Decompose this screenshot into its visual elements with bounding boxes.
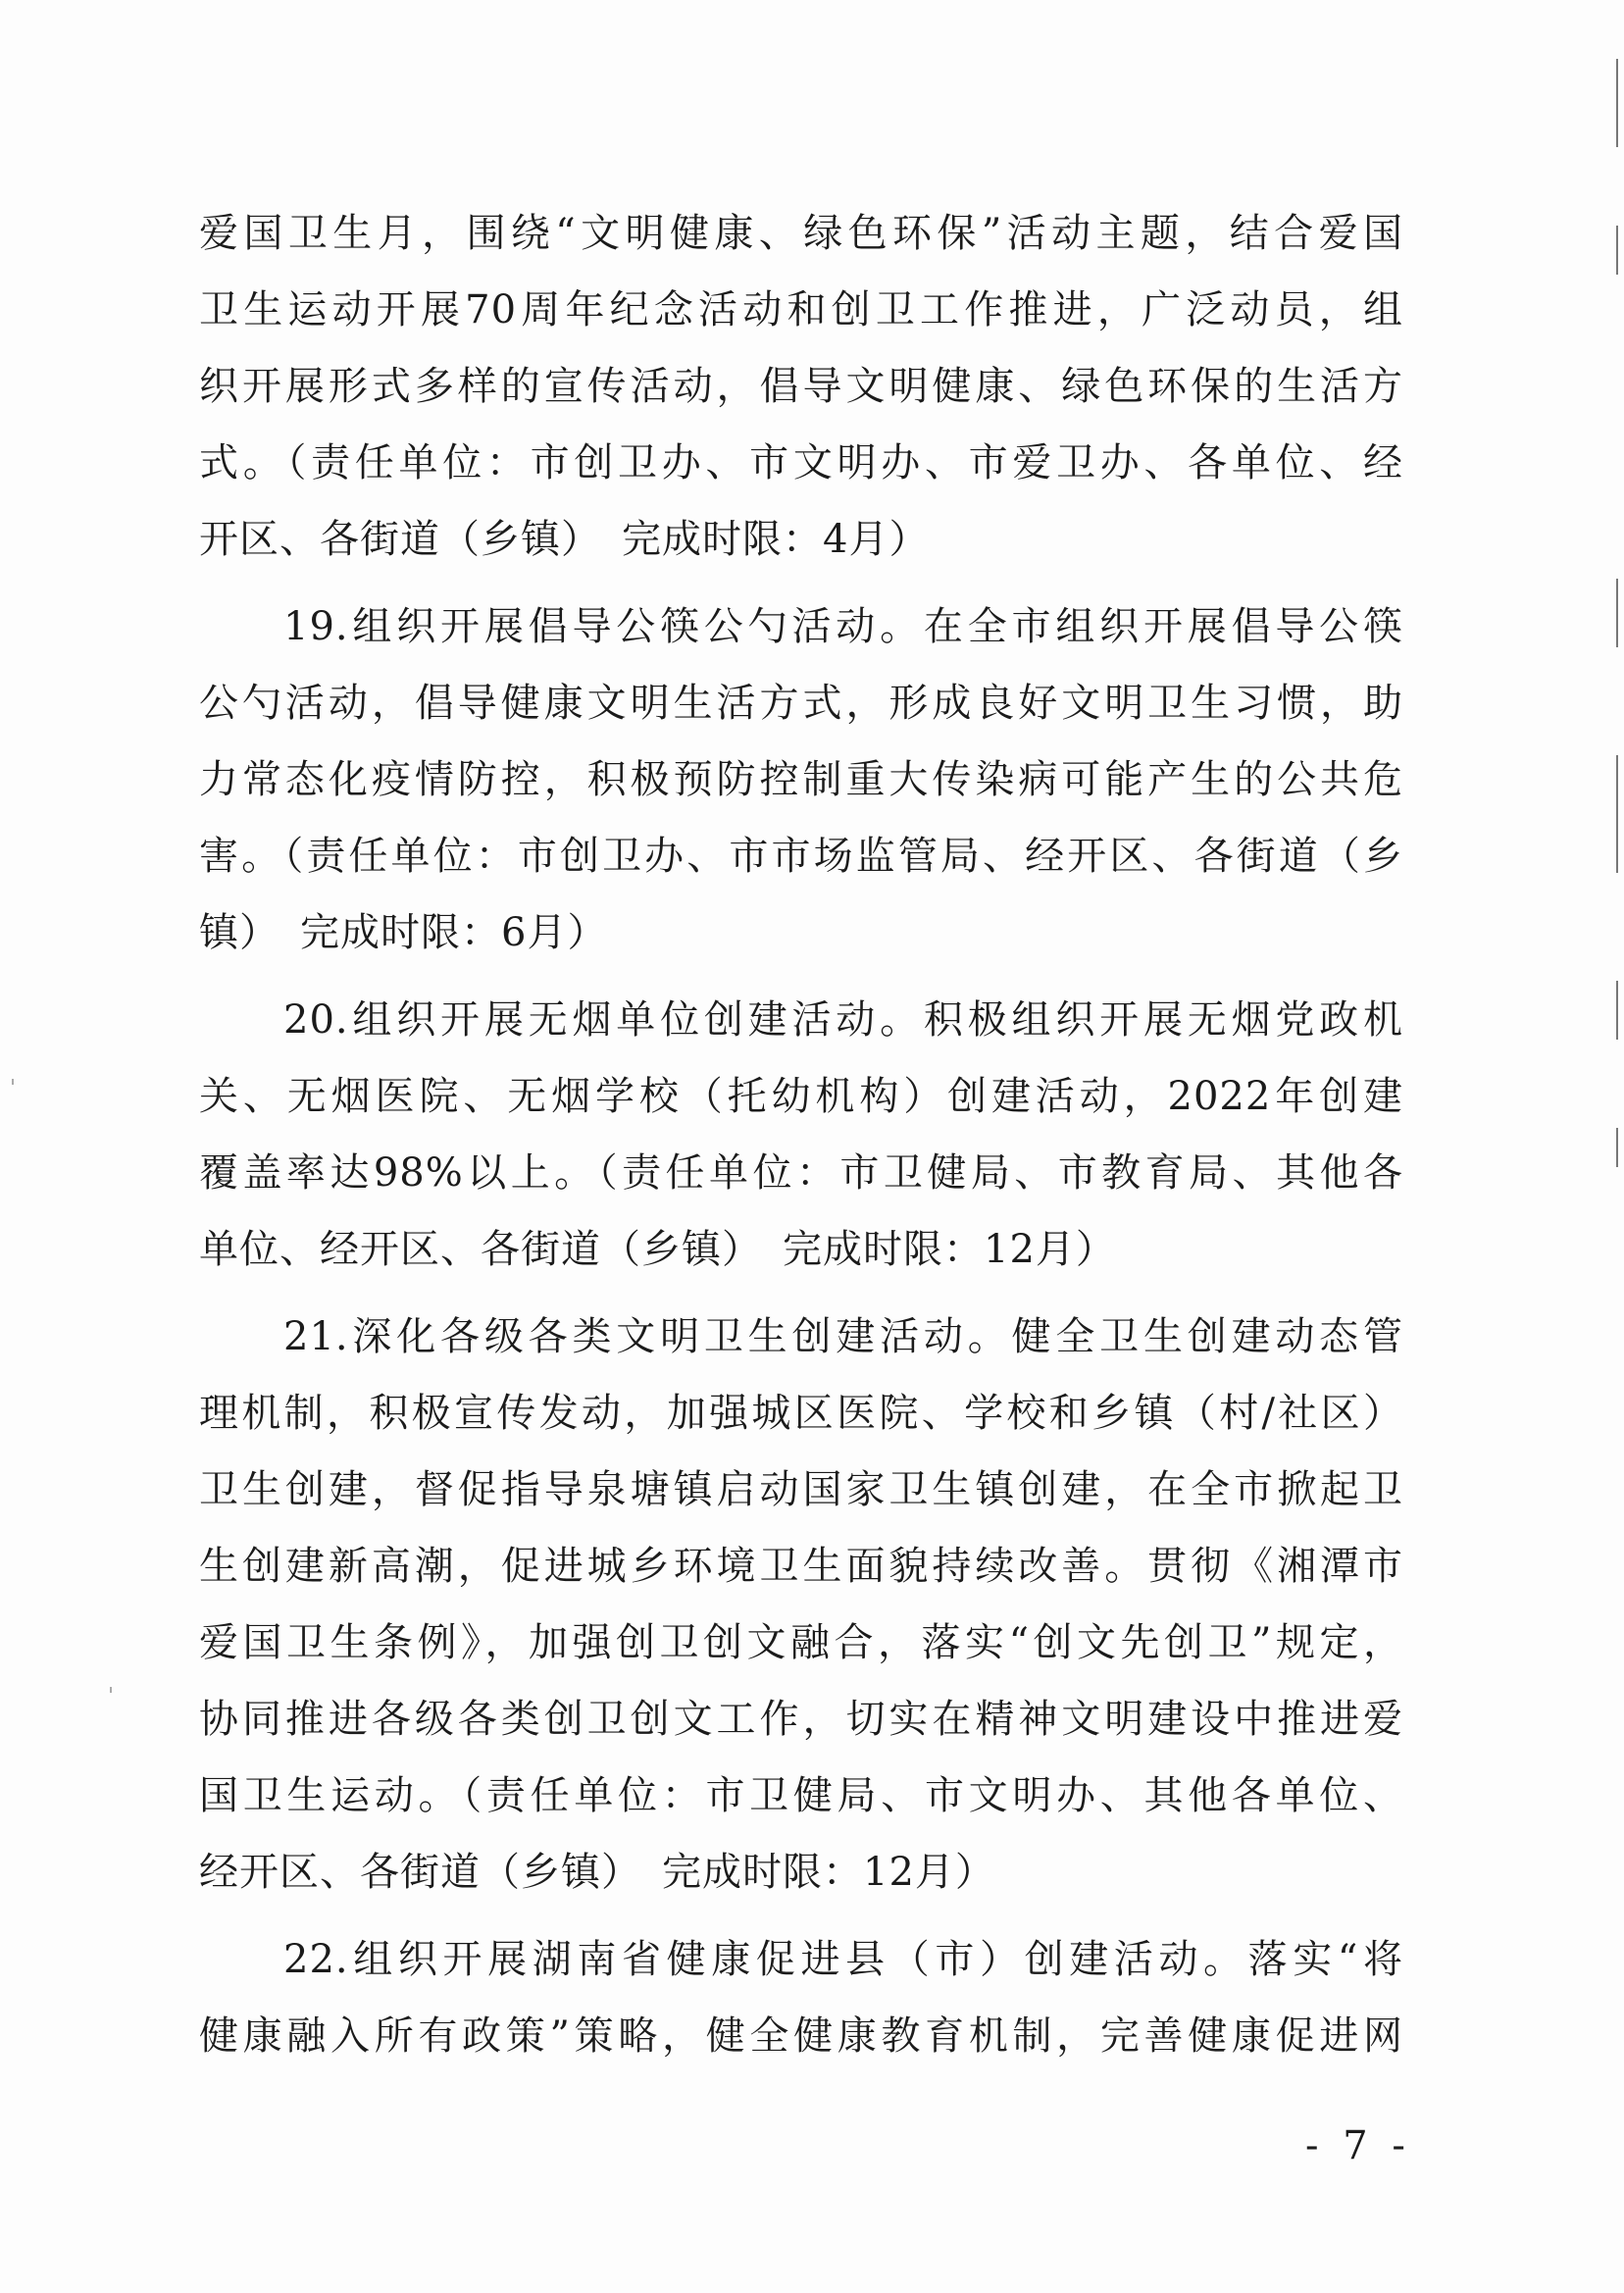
text-line: 织开展形式多样的宣传活动，倡导文明健康、绿色环保的生活方	[199, 364, 1403, 409]
scan-edge-mark	[1616, 1128, 1618, 1167]
text-line: 国卫生运动。（责任单位：市卫健局、市文明办、其他各单位、	[199, 1773, 1403, 1818]
paragraph-heading-line: 20.组织开展无烟单位创建活动。积极组织开展无烟党政机	[283, 997, 1403, 1043]
text-line: 单位、经开区、各街道（乡镇） 完成时限：12月）	[199, 1227, 1116, 1272]
text-line: 卫生运动开展70周年纪念活动和创卫工作推进，广泛动员，组	[199, 287, 1403, 332]
paragraph-heading-line: 21.深化各级各类文明卫生创建活动。健全卫生创建动态管	[283, 1314, 1403, 1359]
text-line: 力常态化疫情防控，积极预防控制重大传染病可能产生的公共危	[199, 757, 1403, 802]
scan-edge-mark	[1616, 981, 1618, 1040]
text-line: 开区、各街道（乡镇） 完成时限：4月）	[199, 517, 930, 562]
scan-speck	[12, 1079, 14, 1085]
paragraph-heading-line: 19.组织开展倡导公筷公勺活动。在全市组织开展倡导公筷	[283, 604, 1403, 649]
text-line: 理机制，积极宣传发动，加强城区医院、学校和乡镇（村/社区）	[199, 1391, 1403, 1436]
text-line: 卫生创建，督促指导泉塘镇启动国家卫生镇创建，在全市掀起卫	[199, 1467, 1403, 1512]
text-line: 爱国卫生月，围绕“文明健康、绿色环保”活动主题，结合爱国	[199, 211, 1403, 256]
text-line: 经开区、各街道（乡镇） 完成时限：12月）	[199, 1850, 995, 1895]
page-number: - 7 -	[1305, 2123, 1411, 2168]
scan-edge-mark	[1616, 755, 1618, 873]
scan-edge-mark	[1616, 59, 1618, 147]
text-line: 关、无烟医院、无烟学校（托幼机构）创建活动，2022年创建	[199, 1074, 1403, 1119]
text-line: 生创建新高潮，促进城乡环境卫生面貌持续改善。贯彻《湘潭市	[199, 1544, 1403, 1589]
paragraph-heading-line: 22.组织开展湖南省健康促进县（市）创建活动。落实“将	[283, 1937, 1403, 1982]
text-line: 覆盖率达98%以上。（责任单位：市卫健局、市教育局、其他各	[199, 1150, 1403, 1196]
text-line: 协同推进各级各类创卫创文工作，切实在精神文明建设中推进爱	[199, 1697, 1403, 1742]
text-line: 式。（责任单位：市创卫办、市文明办、市爱卫办、各单位、经	[199, 440, 1403, 485]
scan-speck	[110, 1687, 112, 1693]
scan-edge-mark	[1616, 226, 1618, 275]
text-line: 公勺活动，倡导健康文明生活方式，形成良好文明卫生习惯，助	[199, 681, 1403, 726]
text-line: 爱国卫生条例》，加强创卫创文融合，落实“创文先创卫”规定，	[199, 1620, 1403, 1665]
scan-edge-mark	[1616, 579, 1618, 647]
text-line: 健康融入所有政策”策略，健全健康教育机制，完善健康促进网	[199, 2013, 1403, 2059]
text-line: 害。（责任单位：市创卫办、市市场监管局、经开区、各街道（乡	[199, 834, 1403, 879]
text-line: 镇） 完成时限：6月）	[199, 910, 608, 955]
